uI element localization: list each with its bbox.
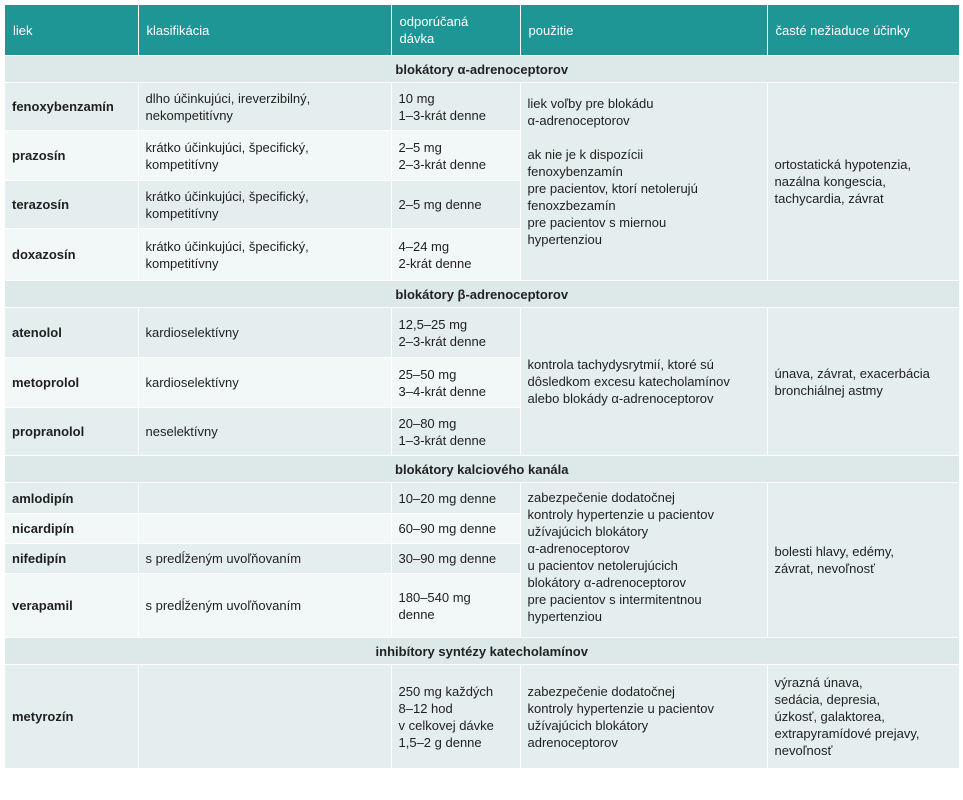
drug-name: prazosín xyxy=(5,131,138,181)
drug-name: verapamil xyxy=(5,574,138,638)
table-row-fenoxybenzamin xyxy=(5,83,959,131)
section-title: inhibítory syntézy katecholamínov xyxy=(5,638,959,665)
header-row xyxy=(5,5,959,56)
table-row-metyrozin xyxy=(5,665,959,769)
section-row-ca xyxy=(5,456,959,483)
usage-ca: zabezpečenie dodatočnej kontroly hypertenzie u pacientov užívajúcich blokátory α-adrenoceptorov u pacientov netolerujúcich blokátory α-adrenoceptorov pre pacientov s intermitentnou hypertenziou xyxy=(520,483,767,638)
header-pouzitie: použitie xyxy=(520,5,767,56)
drug-table xyxy=(5,5,960,769)
drug-name: propranolol xyxy=(5,408,138,456)
usage-beta: kontrola tachydysrytmií, ktoré sú dôsledkom excesu katecholamínov alebo blokády α-adrenoceptorov xyxy=(520,308,767,456)
dose: 180–540 mg denne xyxy=(391,574,520,638)
drug-name: metyrozín xyxy=(5,665,138,769)
side-effects-alfa: ortostatická hypotenzia, nazálna kongescia, tachycardia, závrat xyxy=(767,83,959,281)
classification: kardioselektívny xyxy=(138,308,391,358)
drug-name: nifedipín xyxy=(5,544,138,574)
header-davka: odporúčaná dávka xyxy=(391,5,520,56)
dose: 250 mg každých 8–12 hod v celkovej dávke 1,5–2 g denne xyxy=(391,665,520,769)
dose: 2–5 mg denne xyxy=(391,181,520,229)
classification xyxy=(138,665,391,769)
drug-name: atenolol xyxy=(5,308,138,358)
table-row-amlodipin xyxy=(5,483,959,514)
dose: 2–5 mg 2–3-krát denne xyxy=(391,131,520,181)
dose: 20–80 mg 1–3-krát denne xyxy=(391,408,520,456)
header-ucinky: časté nežiaduce účinky xyxy=(767,5,959,56)
drug-name: doxazosín xyxy=(5,229,138,281)
section-row-metyrozin xyxy=(5,638,959,665)
classification: neselektívny xyxy=(138,408,391,456)
header-liek: liek xyxy=(5,5,138,56)
side-effects-ca: bolesti hlavy, edémy, závrat, nevoľnosť xyxy=(767,483,959,638)
dose: 10–20 mg denne xyxy=(391,483,520,514)
classification xyxy=(138,483,391,514)
side-effects-beta: únava, závrat, exacerbácia bronchiálnej astmy xyxy=(767,308,959,456)
classification: krátko účinkujúci, špecifický, kompetitívny xyxy=(138,131,391,181)
section-title: blokátory α-adrenoceptorov xyxy=(5,56,959,83)
table-row-atenolol xyxy=(5,308,959,358)
classification: krátko účinkujúci, špecifický, kompetitívny xyxy=(138,229,391,281)
section-row-alfa xyxy=(5,56,959,83)
section-title: blokátory β-adrenoceptorov xyxy=(5,281,959,308)
classification: kardioselektívny xyxy=(138,358,391,408)
drug-name: nicardipín xyxy=(5,514,138,544)
dose: 10 mg 1–3-krát denne xyxy=(391,83,520,131)
header-klasifikacia: klasifikácia xyxy=(138,5,391,56)
classification: s predĺženým uvoľňovaním xyxy=(138,544,391,574)
drug-name: fenoxybenzamín xyxy=(5,83,138,131)
classification xyxy=(138,514,391,544)
usage-alfa: liek voľby pre blokádu α-adrenoceptorov ak nie je k dispozícii fenoxybenzamín pre pacientov, ktorí netolerujú fenoxzbezamín pre pacientov s miernou hypertenziou xyxy=(520,83,767,281)
drug-name: amlodipín xyxy=(5,483,138,514)
section-row-beta xyxy=(5,281,959,308)
classification: krátko účinkujúci, špecifický, kompetitívny xyxy=(138,181,391,229)
side-effects-metyrozin: výrazná únava, sedácia, depresia, úzkosť, galaktorea, extrapyramídové prejavy, nevoľnosť xyxy=(767,665,959,769)
drug-name: terazosín xyxy=(5,181,138,229)
dose: 12,5–25 mg 2–3-krát denne xyxy=(391,308,520,358)
drug-name: metoprolol xyxy=(5,358,138,408)
classification: dlho účinkujúci, ireverzibilný, nekompetitívny xyxy=(138,83,391,131)
dose: 30–90 mg denne xyxy=(391,544,520,574)
section-title: blokátory kalciového kanála xyxy=(5,456,959,483)
usage-metyrozin: zabezpečenie dodatočnej kontroly hypertenzie u pacientov užívajúcich blokátory adrenoceptorov xyxy=(520,665,767,769)
dose: 60–90 mg denne xyxy=(391,514,520,544)
classification: s predĺženým uvoľňovaním xyxy=(138,574,391,638)
dose: 25–50 mg 3–4-krát denne xyxy=(391,358,520,408)
dose: 4–24 mg 2-krát denne xyxy=(391,229,520,281)
